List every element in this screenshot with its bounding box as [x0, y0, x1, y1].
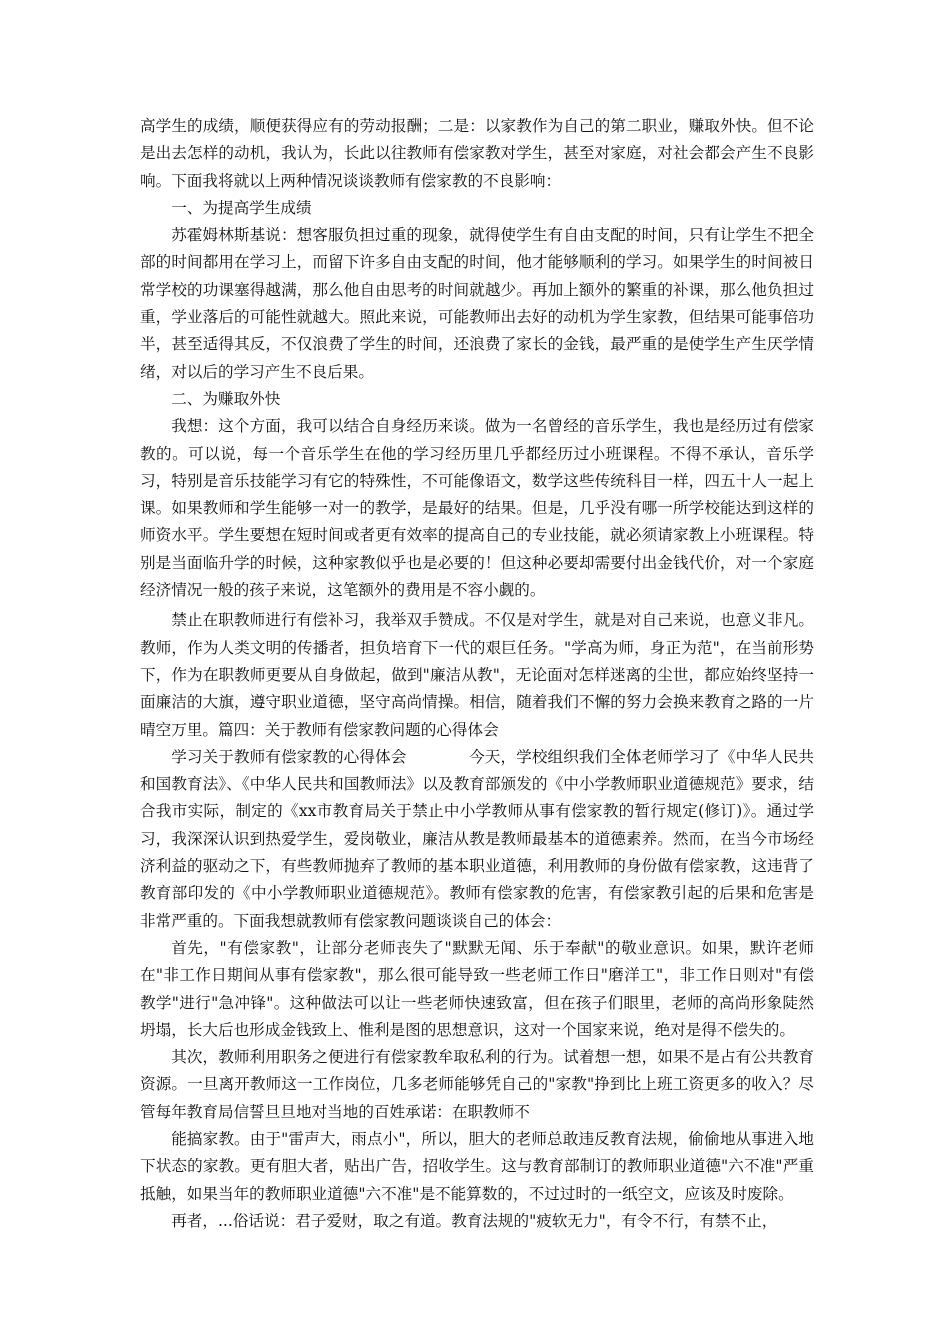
section-heading-1: 一、为提高学生成绩	[171, 198, 312, 217]
section-heading-2: 二、为赚取外快	[171, 389, 281, 408]
paragraph-second-point-continued: 能搞家教。由于"雷声大，雨点小"，所以，胆大的老师总敢违反教育法规，偷偷地从事进入地下状态的家教。更有胆大者，贴出广告，招收学生。这与教育部制订的教师职业道德"六不准"严重抵触，如果当年的教师职业道德"六不准"是不能算数的，不过过时的一纸空文，应该及时废除。	[140, 1129, 814, 1203]
paragraph-personal-experience: 我想：这个方面，我可以结合自身经历来谈。做为一名曾经的音乐学生，我也是经历过有偿家教的。可以说，每一个音乐学生在他的学习经历里几乎都经历过小班课程。不得不承认，音乐学习，特别是音乐技能学习有它的特殊性，不可能像语文，数学这些传统科目一样，四五十人一起上课。如果教师和学生能够一对一的教学，是最好的结果。但是，几乎没有哪一所学校能达到这样的师资水平。学生要想在短时间或者更有效率的提高自己的专业技能，就必须请家教上小班课程。特别是当面临升学的时候，这种家教似乎也是必要的！但这种必要却需要付出金钱代价，对一个家庭经济情况一般的孩子来说，这笔额外的费用是不容小觑的。	[140, 417, 814, 600]
paragraph-study-reflection: 学习关于教师有偿家教的心得体会 今天，学校组织我们全体老师学习了《中华人民共和国教育法》、《中华人民共和国教师法》以及教育部颁发的《中小学教师职业道德规范》要求，结合我市实际，制定的《xx市教育局关于禁止中小学教师从事有偿家教的暂行规定(修订)》。通过学习，我深深认识到热爱学生，爱岗敬业，廉洁从教是教师最基本的道德素养。然而，在当今市场经济利益的驱动之下，有些教师抛弃了教师的基本职业道德，利用教师的身份做有偿家教，这违背了教育部印发的《中小学教师职业道德规范》。教师有偿家教的危害，有偿家教引起的后果和危害是非常严重的。下面我想就教师有偿家教问题谈谈自己的体会：	[140, 747, 814, 930]
paragraph-suhomlinsky: 苏霍姆林斯基说：想客服负担过重的现象，就得使学生有自由支配的时间，只有让学生不把全部的时间都用在学习上，而留下许多自由支配的时间，他才能够顺利的学习。如果学生的时间被日常学校的功课塞得越满，那么他自由思考的时间就越少。再加上额外的繁重的补课，那么他负担过重，学业落后的可能性就越大。照此来说，可能教师出去好的动机为学生家教，但结果可能事倍功半，甚至适得其反，不仅浪费了学生的时间，还浪费了家长的金钱，最严重的是使学生产生厌学情绪，对以后的学习产生不良后果。	[140, 226, 814, 381]
paragraph-first-point: 首先，"有偿家教"，让部分老师丧失了"默默无闻、乐于奉献"的敬业意识。如果，默许老师在"非工作日期间从事有偿家教"，那么很可能导致一些老师工作日"磨洋工"，非工作日则对"有偿教学"进行"急冲锋"。这种做法可以让一些老师快速致富，但在孩子们眼里，老师的高尚形象陡然坍塌，长大后也形成金钱致上、惟利是图的思想意识，这对一个国家来说，绝对是得不偿失的。	[140, 938, 814, 1039]
paragraph-third-point: 再者，...俗话说：君子爱财，取之有道。教育法规的"疲软无力"，有令不行，有禁不止，	[171, 1211, 778, 1230]
paragraph-continuation: 高学生的成绩，顺便获得应有的劳动报酬；二是：以家教作为自己的第二职业，赚取外快。但不论是出去怎样的动机，我认为，长此以往教师有偿家教对学生，甚至对家庭，对社会都会产生不良影响。下面我将就以上两种情况谈谈教师有偿家教的不良影响：	[140, 117, 814, 190]
paragraph-ban-support: 禁止在职教师进行有偿补习，我举双手赞成。不仅是对学生，就是对自己来说，也意义非凡。教师，作为人类文明的传播者，担负培育下一代的艰巨任务。"学高为师，身正为范"，在当前形势下，作为在职教师更要从自身做起，做到"廉洁从教"，无论面对怎样迷离的尘世，都应始终坚持一面廉洁的大旗，遵守职业道德，坚守高尚情操。相信，随着我们不懈的努力会换来教育之路的一片晴空万里。篇四：关于教师有偿家教问题的心得体会	[140, 611, 814, 739]
document-body	[140, 113, 814, 1235]
paragraph-second-point: 其次，教师利用职务之便进行有偿家教牟取私利的行为。试着想一想，如果不是占有公共教育资源。一旦离开教师这一工作岗位，几多老师能够凭自己的"家教"挣到比上班工资更多的收入？尽管每年教育局信誓旦旦地对当地的百姓承诺：在职教师不	[140, 1048, 814, 1121]
